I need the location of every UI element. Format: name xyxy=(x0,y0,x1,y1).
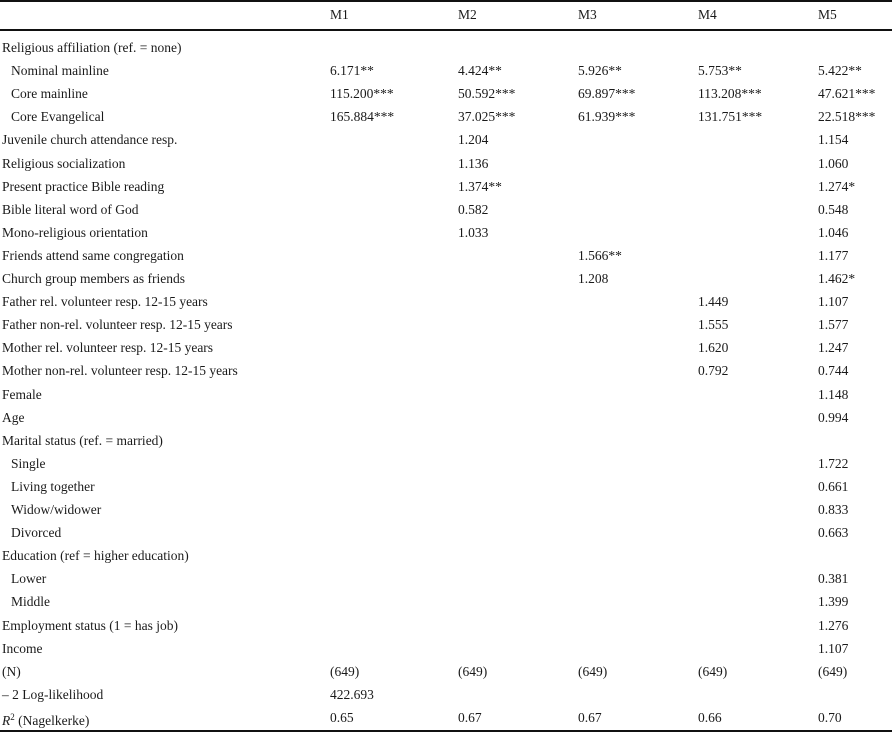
table-row xyxy=(0,152,892,175)
row-label: Father non-rel. volunteer resp. 12-15 years xyxy=(2,317,233,333)
column-header-m5: M5 xyxy=(818,7,837,22)
cell-m5: 1.274* xyxy=(818,178,856,194)
cell-m5: 1.154 xyxy=(818,132,849,148)
table-header-row xyxy=(0,3,892,27)
cell-m4: 0.66 xyxy=(698,709,722,725)
table-row xyxy=(0,383,892,406)
row-label: Core mainline xyxy=(11,86,88,102)
row-label: Religious affiliation (ref. = none) xyxy=(2,40,182,55)
row-label: Education (ref = higher education) xyxy=(2,548,189,564)
cell-m3: 5.926** xyxy=(578,63,622,79)
cell-m3: 1.208 xyxy=(578,271,609,286)
table-header-rule xyxy=(0,29,892,31)
table-row xyxy=(0,498,892,521)
table-row xyxy=(0,221,892,244)
table-row xyxy=(0,683,892,706)
table-row xyxy=(0,567,892,590)
table-row xyxy=(0,36,892,59)
row-label: Single xyxy=(11,455,46,471)
row-label: Mother rel. volunteer resp. 12-15 years xyxy=(2,340,214,356)
cell-m5: 47.621*** xyxy=(818,86,876,102)
column-header-m4: M4 xyxy=(698,7,717,22)
row-label: Juvenile church attendance resp. xyxy=(2,132,178,148)
cell-m5: 1.276 xyxy=(818,617,849,633)
table-row xyxy=(0,406,892,429)
cell-m2: (649) xyxy=(458,663,488,679)
column-header-m2: M2 xyxy=(458,7,477,22)
cell-m2: 37.025*** xyxy=(458,109,516,125)
cell-m5: 1.399 xyxy=(818,594,849,610)
row-label: Bible literal word of God xyxy=(2,201,139,217)
cell-m5: 0.744 xyxy=(818,363,849,379)
cell-m3: 69.897*** xyxy=(578,86,636,102)
row-label: – 2 Log-likelihood xyxy=(2,686,104,702)
table-row xyxy=(0,267,892,290)
cell-m4: (649) xyxy=(698,663,728,679)
cell-m5: 5.422** xyxy=(818,63,862,79)
table-row xyxy=(0,660,892,683)
row-label: Mono-religious orientation xyxy=(2,224,148,240)
cell-m2: 4.424** xyxy=(458,63,502,79)
cell-m1: 422.693 xyxy=(330,686,374,702)
cell-m5: 0.381 xyxy=(818,571,849,587)
cell-m1: 165.884*** xyxy=(330,109,395,125)
table-row xyxy=(0,475,892,498)
table-row xyxy=(0,59,892,82)
table-row xyxy=(0,614,892,637)
cell-m2: 0.67 xyxy=(458,709,482,725)
table-row xyxy=(0,544,892,567)
cell-m5: 0.994 xyxy=(818,409,849,425)
cell-m5: 1.148 xyxy=(818,386,849,402)
cell-m5: 0.548 xyxy=(818,201,849,217)
row-label: Divorced xyxy=(11,525,62,541)
cell-m5: 1.722 xyxy=(818,455,849,471)
row-label: Income xyxy=(2,640,43,656)
cell-m2: 1.136 xyxy=(458,155,489,171)
cell-m3: 1.566** xyxy=(578,247,622,263)
cell-m1: (649) xyxy=(330,663,360,679)
table-row xyxy=(0,336,892,359)
cell-m4: 5.753** xyxy=(698,63,742,79)
table-row xyxy=(0,429,892,452)
table-row-r2 xyxy=(0,706,892,729)
row-label: Nominal mainline xyxy=(11,63,109,79)
cell-m5: 1.107 xyxy=(818,294,849,310)
table-row xyxy=(0,198,892,221)
table-top-rule xyxy=(0,0,892,2)
table-row xyxy=(0,290,892,313)
row-label: Friends attend same congregation xyxy=(2,247,184,263)
column-header-m1: M1 xyxy=(330,7,349,22)
cell-m5: (649) xyxy=(818,663,848,679)
table-bottom-rule xyxy=(0,730,892,732)
cell-m5: 0.663 xyxy=(818,525,849,541)
cell-m4: 1.449 xyxy=(698,294,729,310)
table-row xyxy=(0,82,892,105)
cell-m3: 61.939*** xyxy=(578,109,636,125)
row-label: Living together xyxy=(11,478,95,494)
cell-m3: (649) xyxy=(578,663,608,679)
cell-m3: 0.67 xyxy=(578,709,602,725)
cell-m2: 1.374** xyxy=(458,178,502,194)
row-label: Present practice Bible reading xyxy=(2,178,165,194)
column-header-m3: M3 xyxy=(578,7,597,22)
cell-m5: 1.462* xyxy=(818,271,856,286)
table-row xyxy=(0,244,892,267)
cell-m2: 1.204 xyxy=(458,132,489,148)
cell-m5: 1.247 xyxy=(818,340,849,356)
cell-m1: 0.65 xyxy=(330,709,354,725)
table-row xyxy=(0,359,892,382)
row-label: Church group members as friends xyxy=(2,271,185,286)
table-row xyxy=(0,105,892,128)
cell-m2: 1.033 xyxy=(458,224,489,240)
cell-m2: 50.592*** xyxy=(458,86,516,102)
row-label: Employment status (1 = has job) xyxy=(2,617,178,633)
table-row xyxy=(0,128,892,151)
cell-m4: 1.555 xyxy=(698,317,729,333)
cell-m5: 1.060 xyxy=(818,155,849,171)
cell-m5: 1.177 xyxy=(818,247,849,263)
cell-m4: 1.620 xyxy=(698,340,729,356)
row-label: Father rel. volunteer resp. 12-15 years xyxy=(2,294,208,310)
table-row xyxy=(0,590,892,613)
row-label: Core Evangelical xyxy=(11,109,105,125)
cell-m5: 1.577 xyxy=(818,317,849,333)
cell-m4: 0.792 xyxy=(698,363,729,379)
cell-m1: 6.171** xyxy=(330,63,374,79)
table-row xyxy=(0,313,892,336)
row-label: Religious socialization xyxy=(2,155,126,171)
table-row xyxy=(0,452,892,475)
cell-m5: 0.661 xyxy=(818,478,849,494)
cell-m1: 115.200*** xyxy=(330,86,394,102)
cell-m4: 131.751*** xyxy=(698,109,763,125)
row-label: Widow/widower xyxy=(11,502,102,517)
row-label: Mother non-rel. volunteer resp. 12-15 years xyxy=(2,363,238,379)
cell-m4: 113.208*** xyxy=(698,86,762,102)
cell-m2: 0.582 xyxy=(458,201,489,217)
table-row xyxy=(0,521,892,544)
table-row xyxy=(0,175,892,198)
row-label: Age xyxy=(2,409,25,425)
row-label: Middle xyxy=(11,594,50,610)
cell-m5: 0.833 xyxy=(818,502,849,517)
row-label: Female xyxy=(2,386,42,402)
cell-m5: 1.107 xyxy=(818,640,849,656)
cell-m5: 22.518*** xyxy=(818,109,876,125)
row-label: Lower xyxy=(11,571,47,587)
cell-m5: 0.70 xyxy=(818,709,842,725)
row-label: (N) xyxy=(2,663,21,679)
row-label: $R^2$ (Nagelkerke) xyxy=(2,711,90,728)
cell-m5: 1.046 xyxy=(818,224,849,240)
row-label: Marital status (ref. = married) xyxy=(2,432,163,448)
table-row xyxy=(0,637,892,660)
